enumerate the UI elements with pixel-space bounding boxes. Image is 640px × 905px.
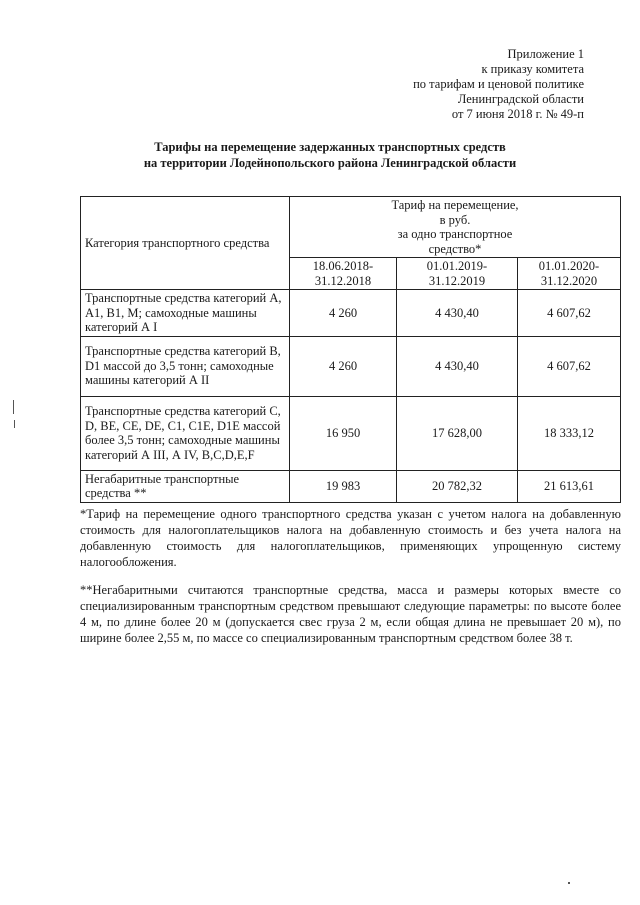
tariff-header-line: Тариф на перемещение,: [391, 198, 519, 212]
period-header: 01.01.2019- 31.12.2019: [397, 258, 518, 290]
value-cell: 17 628,00: [397, 396, 518, 470]
scan-mark: [13, 400, 14, 414]
title-line-1: Тарифы на перемещение задержанных транспортных средств: [154, 140, 506, 154]
appendix-block: [413, 47, 584, 122]
footnote-text: **Негабаритными считаются транспортные средства, масса и размеры которых вместе со специализированным транспортным средством превышают следующие параметры: по высоте более 4 м, по длине более 20 м (допускается свес груза 2 м, если общая длина не превышает 20 м), по ширине более 2,55 м, по массе со специализированным транспортным средством более 38 т.: [80, 583, 621, 645]
appendix-line: по тарифам и ценовой политике: [413, 77, 584, 91]
value-cell: 4 260: [290, 336, 397, 396]
document-title: [60, 139, 600, 171]
table-row: [81, 470, 621, 502]
tariff-header: [290, 197, 621, 258]
value-cell: 4 430,40: [397, 290, 518, 337]
value-cell: 4 607,62: [518, 290, 621, 337]
table-row: [81, 290, 621, 337]
value-cell: 19 983: [290, 470, 397, 502]
table-header-row: [81, 197, 621, 258]
value-cell: 16 950: [290, 396, 397, 470]
value-cell: 4 260: [290, 290, 397, 337]
scan-mark: [14, 420, 15, 428]
value-cell: 20 782,32: [397, 470, 518, 502]
period-header: 01.01.2020- 31.12.2020: [518, 258, 621, 290]
tariff-header-line: за одно транспортное: [397, 227, 513, 241]
tariff-header-line: средство*: [428, 241, 482, 256]
category-cell: Транспортные средства категорий В, D1 массой до 3,5 тонн; самоходные машины категорий А II: [81, 336, 290, 396]
appendix-line: от 7 июня 2018 г. № 49-п: [451, 107, 584, 121]
table-row: [81, 336, 621, 396]
value-cell: 21 613,61: [518, 470, 621, 502]
footnote-text: *Тариф на перемещение одного транспортного средства указан с учетом налога на добавленную стоимость для налогоплательщиков налога на добавленную стоимость и без учета налога на добавленную стоимость для налогоплательщиков, применяющих упрощенную систему налогообложения.: [80, 507, 621, 569]
value-cell: 18 333,12: [518, 396, 621, 470]
category-header: Категория транспортного средства: [81, 197, 290, 290]
table-row: [81, 396, 621, 470]
value-cell: 4 430,40: [397, 336, 518, 396]
tariff-header-line: в руб.: [439, 212, 471, 227]
appendix-line: к приказу комитета: [481, 62, 584, 76]
category-cell: Транспортные средства категорий А, А1, В1, М; самоходные машины категорий А I: [81, 290, 290, 337]
appendix-line: Приложение 1: [507, 47, 584, 61]
scan-mark: [568, 882, 570, 884]
footnote-vat: [80, 506, 621, 570]
category-cell: Негабаритные транспортные средства **: [81, 470, 290, 502]
tariff-table: [80, 196, 621, 503]
appendix-line: Ленинградской области: [457, 92, 584, 106]
footnote-oversized: [80, 582, 621, 646]
title-line-2: на территории Лодейнопольского района Ленинградской области: [143, 156, 517, 170]
value-cell: 4 607,62: [518, 336, 621, 396]
period-header: 18.06.2018- 31.12.2018: [290, 258, 397, 290]
category-cell: Транспортные средства категорий С, D, ВЕ, СЕ, DE, С1, С1Е, D1E массой более 3,5 тонн; самоходные машины категорий А III, А IV, В,С,D,E,F: [81, 396, 290, 470]
